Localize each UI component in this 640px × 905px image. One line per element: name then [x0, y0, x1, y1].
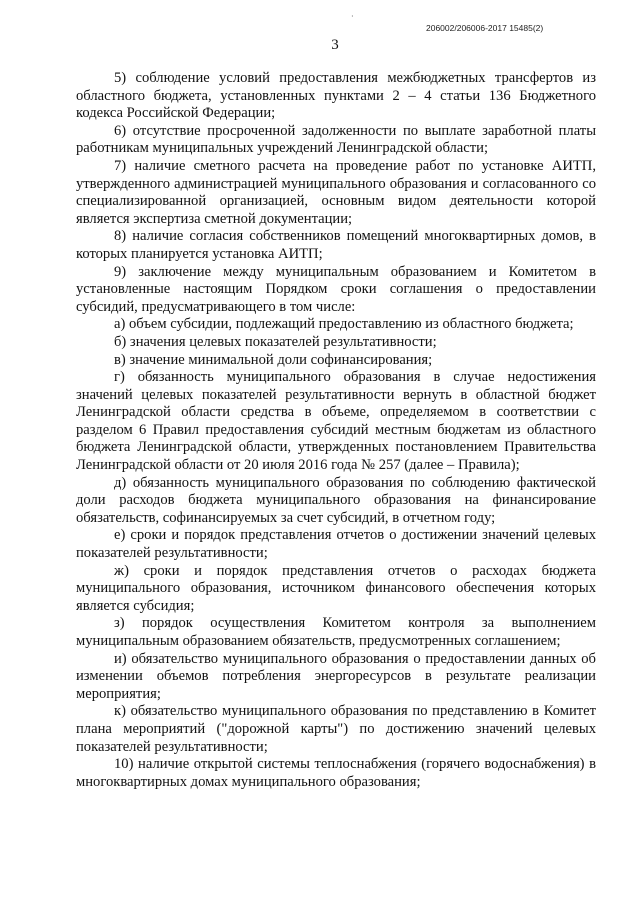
- paragraph-item-10: 10) наличие открытой системы теплоснабжения (горячего водоснабжения) в многоквартирных домах муниципального образования;: [76, 756, 596, 790]
- document-body: [76, 70, 596, 791]
- subitem-e: е) сроки и порядок представления отчетов о достижении значений целевых показателей результативности;: [76, 527, 596, 562]
- subitem-zh: ж) сроки и порядок представления отчетов о расходах бюджета муниципального образования, источником финансового обеспечения которых является субсидия;: [76, 562, 596, 614]
- page-number: 3: [331, 37, 339, 53]
- paragraph-item-7: 7) наличие сметного расчета на проведение работ по установке АИТП, утвержденного администрацией муниципального образования и согласованного со специализированной организацией, основным видом деятельности которой является экспертиза сметной документации;: [76, 157, 596, 227]
- subitem-z: з) порядок осуществления Комитетом контроля за выполнением муниципальным образованием обязательств, предусмотренных соглашением;: [76, 615, 596, 649]
- subitem-a: а) объем субсидии, подлежащий предоставлению из областного бюджета;: [114, 316, 574, 333]
- subitem-d: д) обязанность муниципального образования по соблюдению фактической доли расходов бюджета муниципального образования на финансирование обязательств, софинансируемых за счет субсидий, в отчетном году;: [76, 474, 596, 526]
- document-code: 206002/206006-2017 15485(2): [426, 23, 544, 33]
- paragraph-item-6: 6) отсутствие просроченной задолженности по выплате заработной платы работникам муниципальных учреждений Ленинградской области;: [76, 122, 596, 157]
- paragraph-item-5: 5) соблюдение условий предоставления межбюджетных трансфертов из областного бюджета, установленных пунктами 2 – 4 статьи 136 Бюджетного кодекса Российской Федерации;: [76, 70, 596, 122]
- subitem-v: в) значение минимальной доли софинансирования;: [114, 351, 433, 368]
- paragraph-item-8: 8) наличие согласия собственников помещений многоквартирных домов, в которых планируется установка АИТП;: [76, 228, 596, 262]
- subitem-k: к) обязательство муниципального образования по представлению в Комитет плана мероприятий ("дорожной карты") по достижению значений целевых показателей результативности;: [76, 703, 596, 755]
- subitem-b: б) значения целевых показателей результативности;: [114, 333, 437, 350]
- scan-speck: ·: [351, 12, 354, 21]
- paragraph-item-9: 9) заключение между муниципальным образованием и Комитетом в установленные настоящим Порядком сроки соглашения о предоставлении субсидий, предусматривающего в том числе:: [76, 263, 596, 315]
- subitem-g: г) обязанность муниципального образования в случае недостижения значений целевых показателей результативности вернуть в областной бюджет Ленинградской области средства в объеме, определяемом в соответствии с разделом 6 Правил предоставления субсидий местным бюджетам из областного бюджета Ленинградской области, утвержденных постановлением Правительства Ленинградской области от 20 июля 2016 года № 257 (далее – Правила);: [76, 369, 596, 474]
- subitem-i: и) обязательство муниципального образования о предоставлении данных об изменении объемов потребления энергоресурсов в результате реализации мероприятия;: [76, 650, 596, 702]
